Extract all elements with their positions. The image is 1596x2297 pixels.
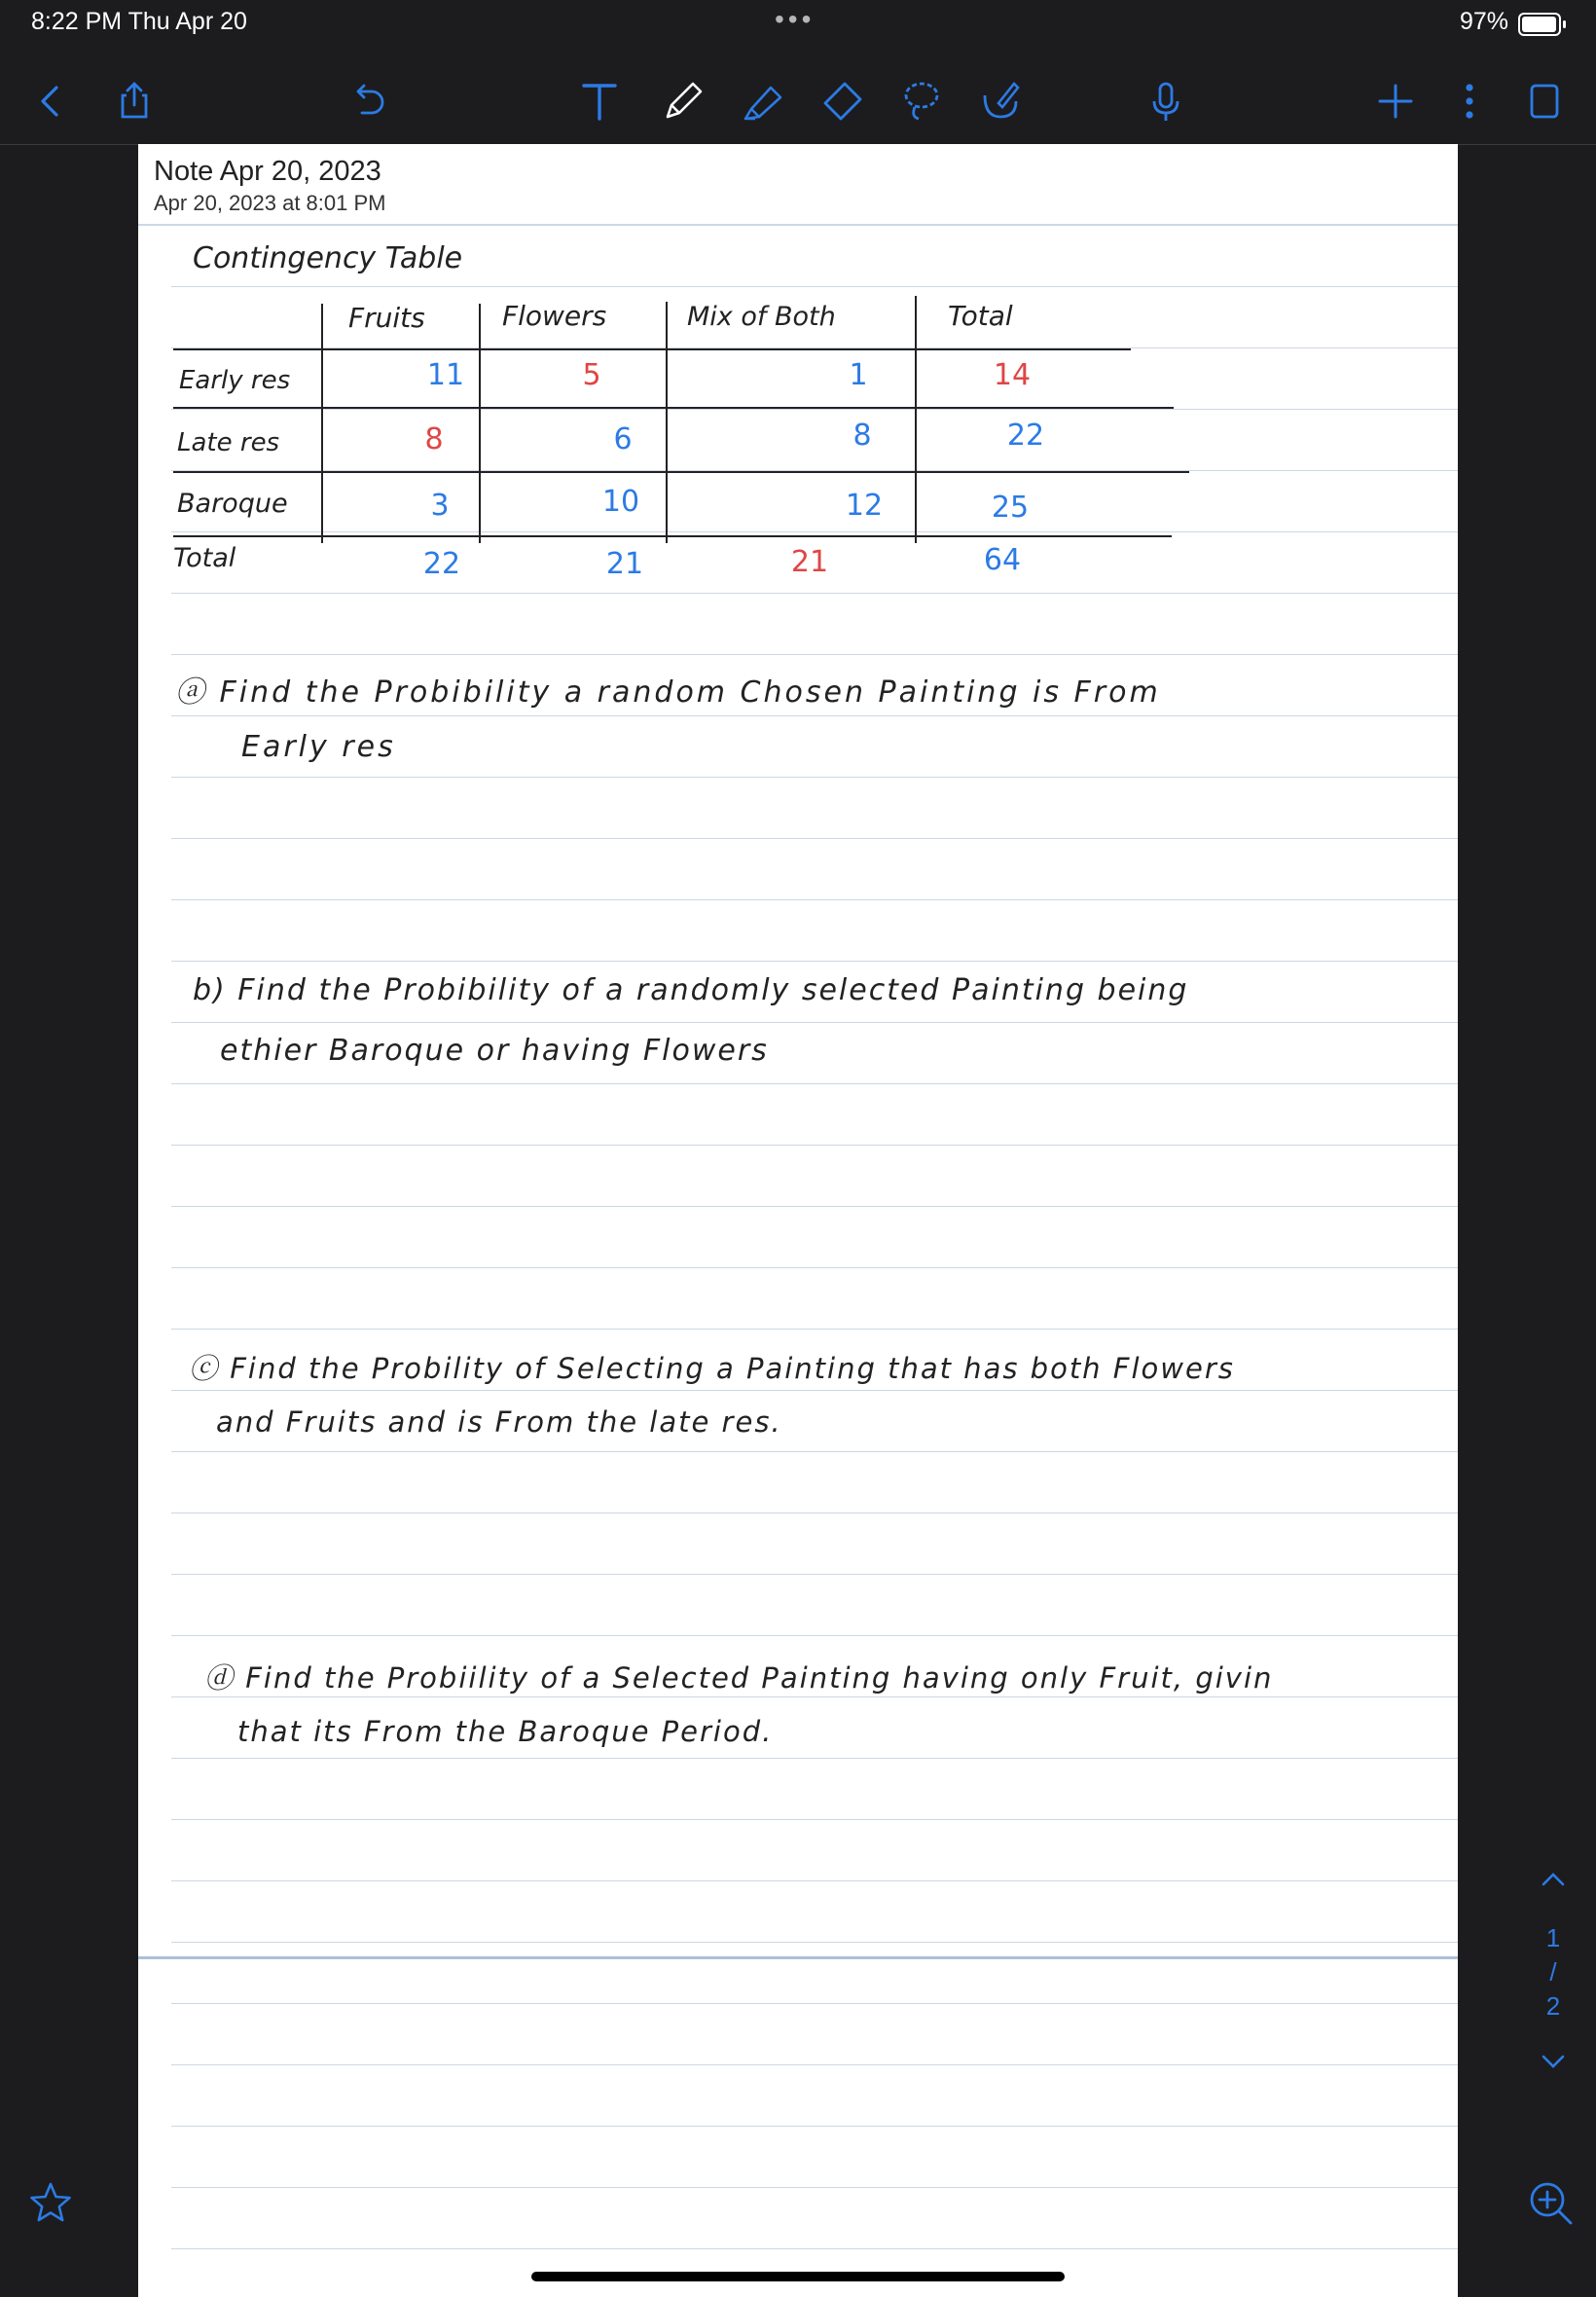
lasso-tool-icon[interactable] xyxy=(893,74,948,128)
table-line xyxy=(479,304,481,543)
ruled-line xyxy=(171,1880,1458,1881)
share-icon[interactable] xyxy=(107,74,162,128)
col-header-fruits: Fruits xyxy=(348,302,425,334)
question-a-line2: Early res xyxy=(241,730,396,764)
page-view-icon[interactable] xyxy=(1516,74,1571,128)
ruled-line xyxy=(171,777,1458,778)
page-up-icon[interactable] xyxy=(1516,1859,1590,1898)
ruled-line xyxy=(171,1574,1458,1575)
highlighter-tool-icon[interactable] xyxy=(736,74,790,128)
note-page[interactable] xyxy=(138,144,1458,2297)
ruled-line xyxy=(171,1206,1458,1207)
zoom-in-icon[interactable] xyxy=(1524,2176,1577,2229)
cell-total-mix: 21 xyxy=(790,545,829,579)
cell-baroque-mix: 12 xyxy=(845,489,884,523)
cell-total-total: 64 xyxy=(983,543,1022,577)
row-label-baroque: Baroque xyxy=(177,489,288,519)
cell-late-mix: 8 xyxy=(852,419,872,453)
table-heading: Contingency Table xyxy=(193,241,463,275)
ruled-line xyxy=(171,1819,1458,1820)
cell-total-fruits: 22 xyxy=(422,547,461,581)
battery-percent: 97% xyxy=(1460,8,1509,35)
ruled-line xyxy=(171,2064,1458,2065)
table-line xyxy=(173,407,1174,409)
question-c-line2: and Fruits and is From the late res. xyxy=(216,1405,782,1439)
table-line xyxy=(321,304,323,397)
ruled-line xyxy=(171,838,1458,839)
ruled-line xyxy=(171,899,1458,900)
battery-icon xyxy=(1518,13,1561,36)
cell-late-total: 22 xyxy=(1006,419,1045,453)
question-b-line2: ethier Baroque or having Flowers xyxy=(220,1034,769,1068)
current-page-number: 1 xyxy=(1545,1923,1561,1952)
toolbar xyxy=(0,58,1596,145)
ruled-line xyxy=(171,1145,1458,1146)
table-line xyxy=(173,535,1172,537)
ruled-line xyxy=(171,2003,1458,2004)
ruled-line xyxy=(171,961,1458,962)
undo-icon[interactable] xyxy=(341,74,395,128)
cell-early-mix: 1 xyxy=(849,358,868,392)
page-down-icon[interactable] xyxy=(1516,2043,1590,2082)
cell-baroque-flowers: 10 xyxy=(601,485,640,519)
ruled-line xyxy=(171,531,1458,532)
ruled-line xyxy=(171,1022,1458,1023)
question-a-line1: ⓐ Find the Probibility a random Chosen Painting is From xyxy=(175,675,1161,710)
row-label-total: Total xyxy=(173,543,236,573)
cell-baroque-fruits: 3 xyxy=(430,489,450,523)
ruled-line xyxy=(171,2187,1458,2188)
more-icon[interactable] xyxy=(1442,74,1497,128)
ruled-line xyxy=(171,1267,1458,1268)
eraser-tool-icon[interactable] xyxy=(816,74,870,128)
table-line xyxy=(321,395,323,543)
note-date: Apr 20, 2023 at 8:01 PM xyxy=(154,191,386,215)
table-line xyxy=(915,296,917,543)
ruled-line xyxy=(171,1329,1458,1330)
question-b-line1: b) Find the Probibility of a randomly selected Painting being xyxy=(193,973,1189,1007)
ruled-line xyxy=(171,1390,1458,1391)
ruled-line xyxy=(171,593,1458,594)
ruled-line xyxy=(171,1758,1458,1759)
col-header-flowers: Flowers xyxy=(502,300,607,332)
cell-late-fruits: 8 xyxy=(424,422,444,456)
ruled-line xyxy=(171,715,1458,716)
cell-total-flowers: 21 xyxy=(605,547,644,581)
cell-baroque-total: 25 xyxy=(991,491,1030,525)
table-line xyxy=(666,302,668,543)
home-indicator[interactable] xyxy=(531,2272,1065,2281)
col-header-total: Total xyxy=(948,300,1013,332)
status-time: 8:22 PM Thu Apr 20 xyxy=(31,8,247,35)
ruled-line xyxy=(171,1083,1458,1084)
multitasking-dots[interactable]: ••• xyxy=(775,4,816,34)
status-bar xyxy=(0,0,1596,47)
cell-late-flowers: 6 xyxy=(613,422,633,456)
row-label-early: Early res xyxy=(179,366,291,395)
header-divider xyxy=(138,224,1458,226)
shapes-tool-icon[interactable] xyxy=(973,74,1028,128)
ruled-line xyxy=(171,286,1458,287)
question-d-line1: ⓓ Find the Probiility of a Selected Painting having only Fruit, givin xyxy=(204,1661,1274,1695)
question-c-line1: ⓒ Find the Probility of Selecting a Painting that has both Flowers xyxy=(189,1352,1235,1385)
note-title[interactable]: Note Apr 20, 2023 xyxy=(154,156,381,187)
row-label-late: Late res xyxy=(177,428,280,457)
page-navigator[interactable] xyxy=(1516,1859,1590,2102)
pen-tool-icon[interactable] xyxy=(656,74,710,128)
add-icon[interactable] xyxy=(1368,74,1423,128)
ruled-line xyxy=(171,1635,1458,1636)
question-d-line2: that its From the Baroque Period. xyxy=(237,1715,774,1748)
page-break xyxy=(138,1956,1458,1959)
ruled-line xyxy=(171,2248,1458,2249)
ruled-line xyxy=(171,1451,1458,1452)
microphone-icon[interactable] xyxy=(1139,74,1193,128)
ruled-line xyxy=(171,1696,1458,1697)
cell-early-fruits: 11 xyxy=(426,358,465,392)
col-header-mix: Mix of Both xyxy=(687,302,836,332)
favorite-star-icon[interactable] xyxy=(27,2180,74,2227)
page-separator: / xyxy=(1549,1957,1557,1987)
table-line xyxy=(173,471,1189,473)
ruled-line xyxy=(171,1942,1458,1943)
table-line xyxy=(173,348,1131,350)
cell-early-total: 14 xyxy=(993,358,1032,392)
cell-early-flowers: 5 xyxy=(582,358,601,392)
ruled-line xyxy=(171,654,1458,655)
text-tool-icon[interactable] xyxy=(572,74,627,128)
ruled-line xyxy=(171,409,1458,410)
total-page-number: 2 xyxy=(1545,1991,1561,2021)
ruled-line xyxy=(171,2126,1458,2127)
back-icon[interactable] xyxy=(23,74,78,128)
